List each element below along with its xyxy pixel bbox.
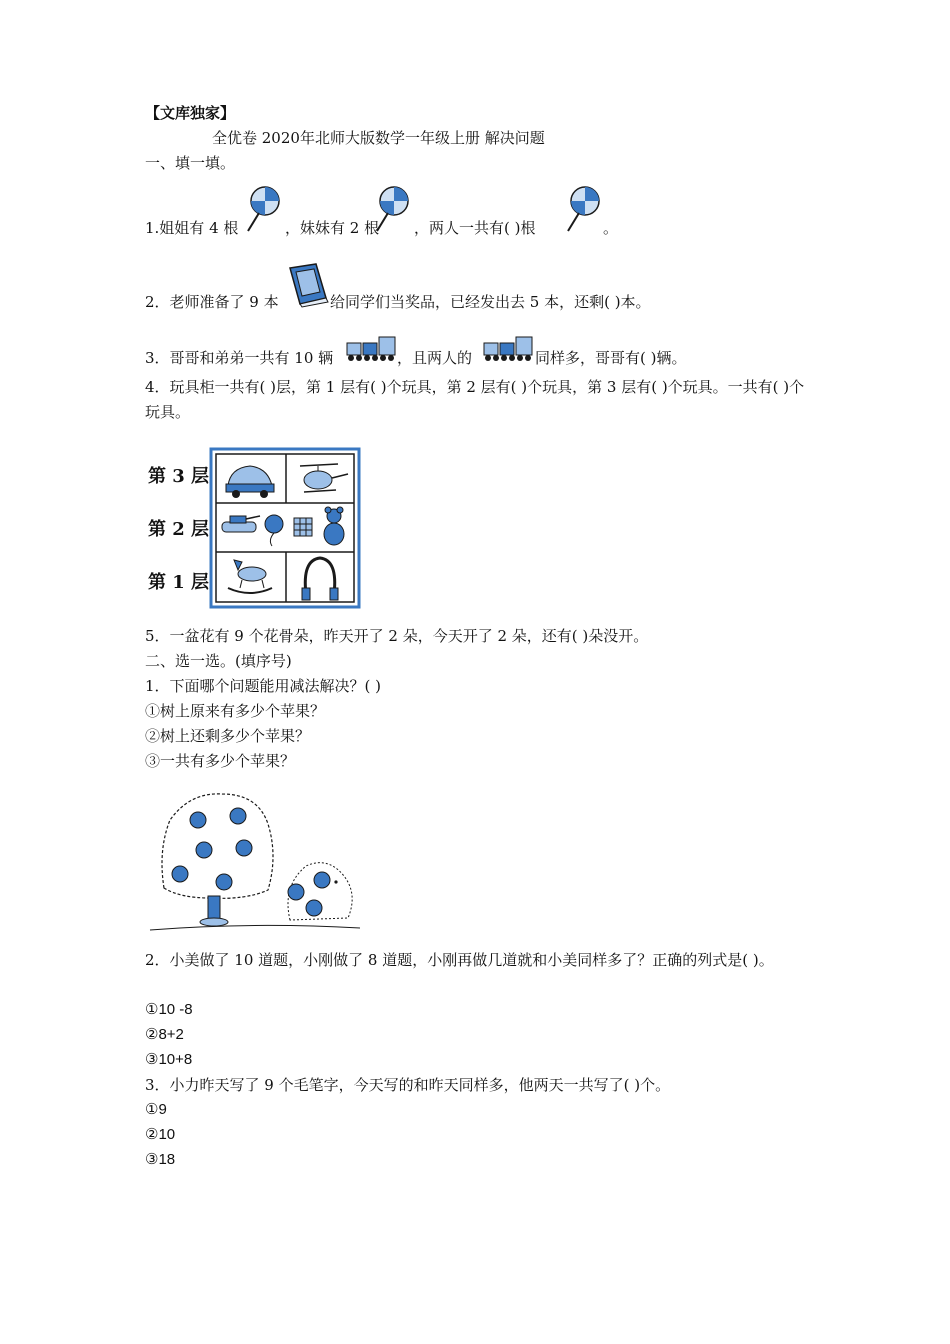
s2-q2-option-3: ③10+8 (145, 1051, 193, 1068)
section1-heading: 一、填一填。 (145, 154, 236, 172)
s1-q1-part-c: ，两人一共有( )根 (414, 219, 536, 237)
book-icon (288, 262, 330, 308)
s1-q5-text: 5．一盆花有 9 个花骨朵，昨天开了 2 朵，今天开了 2 朵，还有( )朵没开。 (145, 627, 649, 645)
s1-q1-part-b: ，妹妹有 2 根 (285, 219, 380, 237)
toy-train-icon (482, 333, 534, 363)
lollipop-icon (372, 185, 412, 233)
apple-icon (230, 808, 246, 824)
s1-q2-part-b: 给同学们当奖品，已经发出去 5 本，还剩( )本。 (330, 293, 651, 311)
s1-q2-part-a: 2．老师准备了 9 本 (145, 293, 279, 311)
apple-icon (216, 874, 232, 890)
header-tag: 【文库独家】 (145, 104, 236, 122)
apple-tree-illustration (150, 790, 365, 935)
s2-q3-option-3: ③18 (145, 1151, 176, 1168)
s2-q1-option-1: ①树上原来有多少个苹果？ (145, 702, 326, 720)
shelf-label-3: 第 3 层 (148, 466, 210, 487)
lollipop-icon (243, 185, 283, 233)
s1-q3-part-b: ，且两人的 (397, 349, 473, 367)
shelf-label-2: 第 2 层 (148, 519, 210, 540)
s2-q1-option-3: ③一共有多少个苹果？ (145, 752, 296, 770)
hedgehog-icon (288, 863, 352, 920)
s2-q2-option-1: ①10 -8 (145, 1001, 193, 1018)
lollipop-icon (563, 185, 603, 233)
s1-q1-part-a: 1.姐姐有 4 根 (145, 219, 239, 237)
teddy-bear-icon (324, 507, 344, 545)
s1-q3-part-c: 同样多，哥哥有( )辆。 (535, 349, 687, 367)
shelf-label-1: 第 1 层 (148, 572, 210, 593)
toy-shelf-illustration (210, 448, 360, 608)
apple-icon (288, 884, 304, 900)
apple-icon (314, 872, 330, 888)
s2-q3-option-2: ②10 (145, 1126, 176, 1143)
s2-q2-option-2: ②8+2 (145, 1026, 184, 1043)
s2-q3-option-1: ①9 (145, 1101, 167, 1118)
s1-q3-part-a: 3．哥哥和弟弟一共有 10 辆 (145, 349, 334, 367)
page-title: 全优卷 2020年北师大版数学一年级上册 解决问题 (212, 129, 545, 147)
apple-icon (236, 840, 252, 856)
apple-icon (196, 842, 212, 858)
apple-icon (190, 812, 206, 828)
s1-q1-part-d: 。 (603, 219, 619, 237)
s2-q1-stem: 1．下面哪个问题能用减法解决？( ) (145, 677, 382, 695)
s2-q2-stem: 2．小美做了 10 道题，小刚做了 8 道题，小刚再做几道就和小美同样多了？正确的列式是( )。 (145, 951, 774, 969)
apple-icon (172, 866, 188, 882)
s2-q1-option-2: ②树上还剩多少个苹果？ (145, 727, 311, 745)
toy-train-icon (345, 333, 397, 363)
s1-q4-text: 4．玩具柜一共有( )层，第 1 层有( )个玩具，第 2 层有( )个玩具，第 3 层有( )个玩具。一共有( )个玩具。 (145, 378, 805, 421)
apple-icon (306, 900, 322, 916)
rubiks-cube-icon (294, 518, 312, 536)
s2-q3-stem: 3．小力昨天写了 9 个毛笔字，今天写的和昨天同样多，他两天一共写了( )个。 (145, 1076, 671, 1094)
section2-heading: 二、选一选。(填序号) (145, 652, 292, 670)
